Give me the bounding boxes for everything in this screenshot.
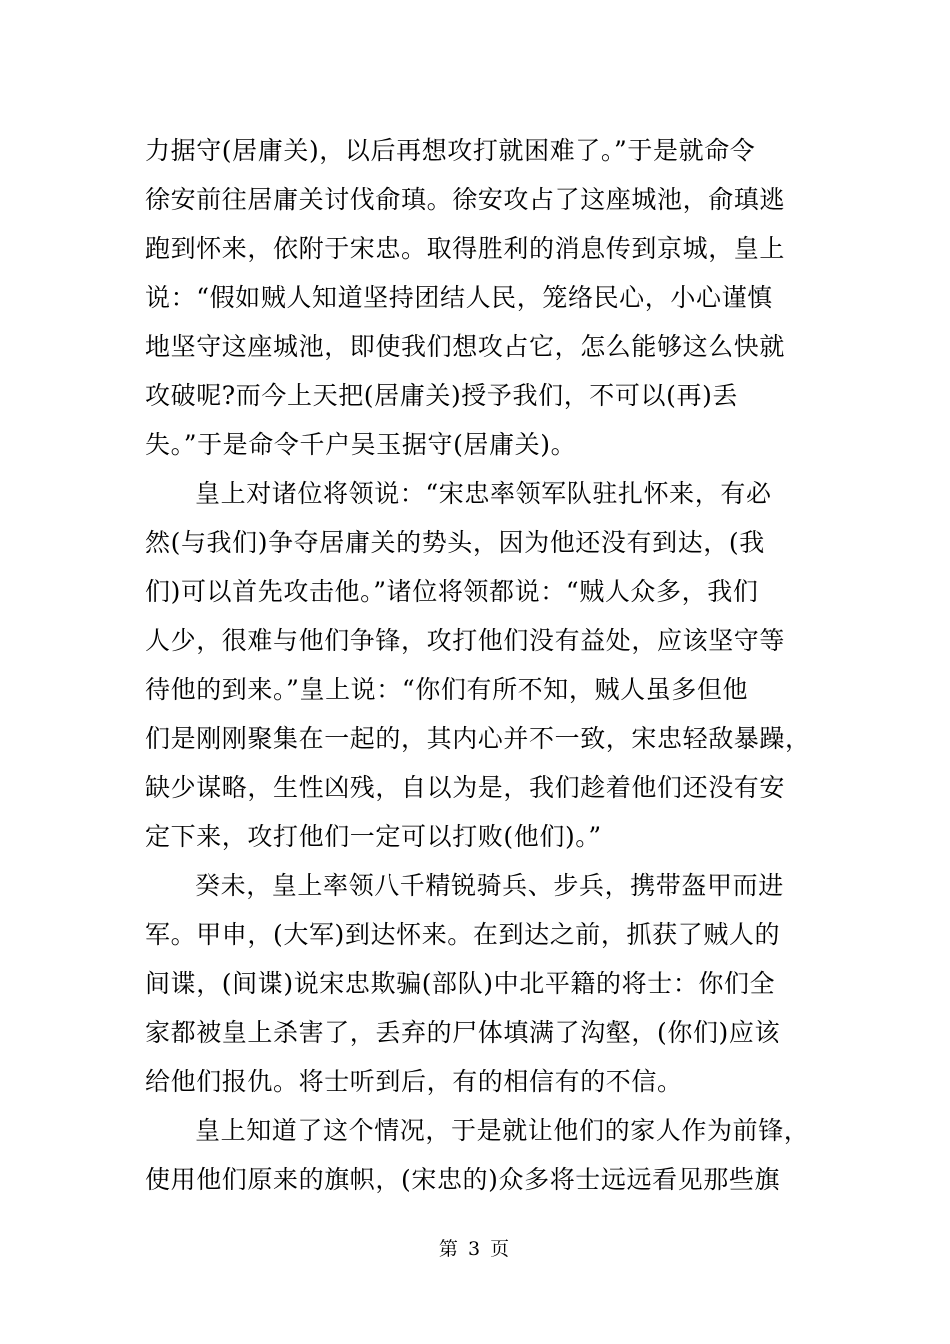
text-line: 攻破呢?而今上天把(居庸关)授予我们，不可以(再)丢 xyxy=(145,381,739,410)
text-line: 军。甲申，(大军)到达怀来。在到达之前，抓获了贼人的 xyxy=(145,920,781,949)
text-line: 力据守(居庸关)，以后再想攻打就困难了。”于是就命令 xyxy=(145,136,756,165)
text-line: 们)可以首先攻击他。”诸位将领都说：“贼人众多，我们 xyxy=(145,577,759,606)
text-line: 跑到怀来，依附于宋忠。取得胜利的消息传到京城，皇上 xyxy=(145,234,786,263)
text-line: 然(与我们)争夺居庸关的势头，因为他还没有到达，(我 xyxy=(145,528,765,557)
text-line: 待他的到来。”皇上说：“你们有所不知，贼人虽多但他 xyxy=(145,675,749,704)
paragraph-first-line: 皇上对诸位将领说：“宋忠率领军队驻扎怀来，有必 xyxy=(195,479,772,508)
text-line: 地坚守这座城池，即使我们想攻占它，怎么能够这么快就 xyxy=(145,332,786,361)
text-line: 们是刚刚聚集在一起的，其内心并不一致，宋忠轻敌暴躁， xyxy=(145,724,811,753)
text-line: 缺少谋略，生性凶残，自以为是，我们趁着他们还没有安 xyxy=(145,773,786,802)
text-line: 人少，很难与他们争锋，攻打他们没有益处，应该坚守等 xyxy=(145,626,786,655)
text-line: 给他们报仇。将士听到后，有的相信有的不信。 xyxy=(145,1067,683,1096)
text-line: 定下来，攻打他们一定可以打败(他们)。” xyxy=(145,822,602,851)
text-line: 失。”于是命令千户吴玉据守(居庸关)。 xyxy=(145,430,577,459)
paragraph-first-line: 皇上知道了这个情况，于是就让他们的家人作为前锋， xyxy=(195,1116,810,1145)
text-line: 家都被皇上杀害了，丢弃的尸体填满了沟壑，(你们)应该 xyxy=(145,1018,781,1047)
text-line: 说：“假如贼人知道坚持团结人民，笼络民心，小心谨慎 xyxy=(145,283,773,312)
page-number-footer: 第 3 页 xyxy=(438,1238,512,1260)
paragraph-first-line: 癸未，皇上率领八千精锐骑兵、步兵，携带盔甲而进 xyxy=(195,871,784,900)
text-line: 使用他们原来的旗帜，(宋忠的)众多将士远远看见那些旗 xyxy=(145,1165,781,1194)
text-line: 间谍，(间谍)说宋忠欺骗(部队)中北平籍的将士：你们全 xyxy=(145,969,776,998)
text-line: 徐安前往居庸关讨伐俞瑱。徐安攻占了这座城池，俞瑱逃 xyxy=(145,185,786,214)
body-text xyxy=(145,126,811,1204)
